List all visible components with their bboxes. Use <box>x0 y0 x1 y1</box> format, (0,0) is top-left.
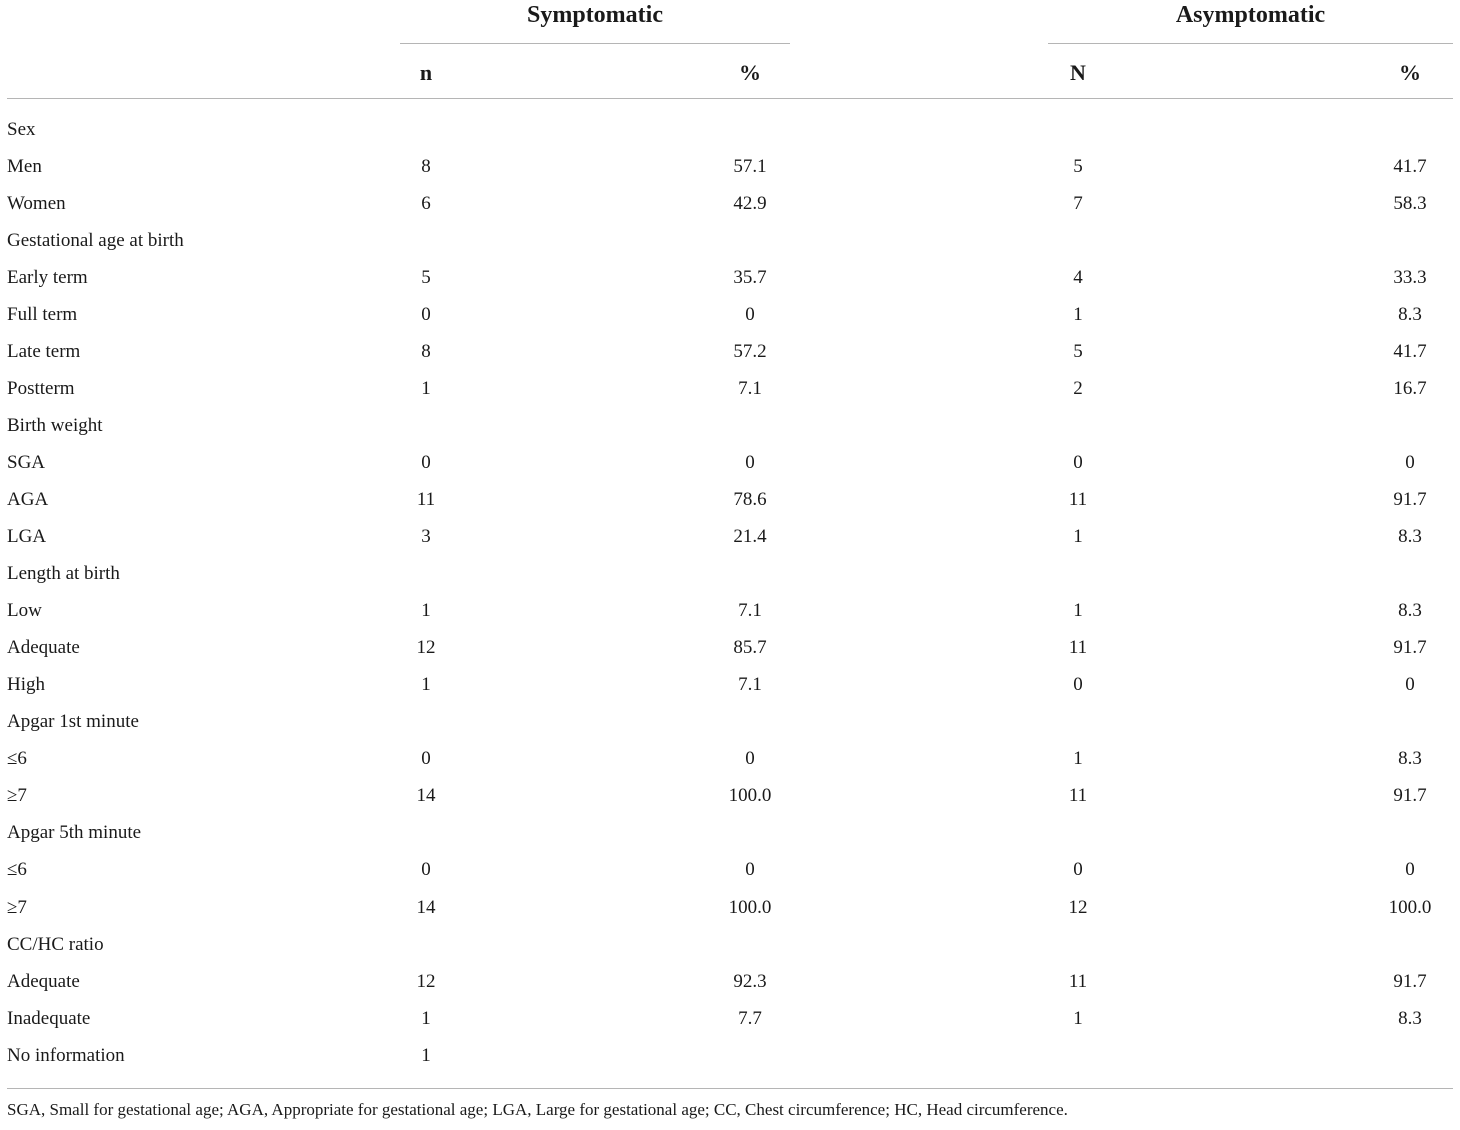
table-row <box>7 556 1460 593</box>
cell-percent-asymptomatic: 8.3 <box>1398 1007 1422 1029</box>
table-row <box>7 481 1460 518</box>
cell-percent-asymptomatic <box>1350 111 1460 148</box>
column-gap <box>1138 519 1350 556</box>
table-row <box>7 852 1460 889</box>
column-gap <box>810 963 1018 1000</box>
column-gap <box>810 593 1018 630</box>
cell-N: 0 <box>1073 674 1083 696</box>
column-gap <box>486 926 690 963</box>
table-row <box>7 296 1460 333</box>
cell-percent-symptomatic: 57.1 <box>733 155 767 177</box>
cell-n <box>366 556 486 593</box>
cell-n: 0 <box>421 303 431 325</box>
cell-percent-asymptomatic <box>1350 1037 1460 1074</box>
cell-percent-asymptomatic: 91.7 <box>1393 785 1427 807</box>
group-rule-asymptomatic <box>1048 43 1453 44</box>
cell-percent-asymptomatic: 91.7 <box>1393 970 1427 992</box>
cell-N: 5 <box>1073 340 1083 362</box>
cell-n <box>366 926 486 963</box>
cell-N: 4 <box>1073 266 1083 288</box>
cell-n: 1 <box>421 1007 431 1029</box>
column-gap <box>1138 593 1350 630</box>
column-gap <box>486 667 690 704</box>
cell-N <box>1018 815 1138 852</box>
cell-percent-asymptomatic <box>1350 926 1460 963</box>
table-row <box>7 444 1460 481</box>
column-gap <box>486 333 690 370</box>
group-header-asymptomatic: Asymptomatic <box>1175 2 1326 28</box>
table-row <box>7 185 1460 222</box>
row-label: Women <box>7 192 66 214</box>
row-label: Apgar 5th minute <box>7 822 142 844</box>
column-gap <box>810 296 1018 333</box>
column-gap <box>1138 741 1350 778</box>
cell-n: 12 <box>416 637 436 659</box>
footer-rule <box>7 1088 1453 1089</box>
column-gap <box>1138 407 1350 444</box>
column-gap <box>810 556 1018 593</box>
cell-n: 11 <box>416 488 436 510</box>
row-label: Men <box>7 155 42 177</box>
cell-percent-asymptomatic: 41.7 <box>1393 340 1427 362</box>
cell-N: 1 <box>1073 600 1083 622</box>
cell-percent-symptomatic: 0 <box>745 859 755 881</box>
cell-percent-symptomatic: 42.9 <box>733 192 767 214</box>
cell-percent-symptomatic: 0 <box>745 451 755 473</box>
cell-percent-symptomatic <box>690 556 810 593</box>
row-label: ≤6 <box>7 859 27 881</box>
cell-percent-asymptomatic: 0 <box>1405 674 1415 696</box>
row-label: No information <box>7 1044 125 1066</box>
column-gap <box>486 111 690 148</box>
group-header-symptomatic: Symptomatic <box>527 2 663 28</box>
cell-N: 11 <box>1068 637 1088 659</box>
cell-N <box>1018 111 1138 148</box>
column-gap <box>810 815 1018 852</box>
column-gap <box>486 889 690 926</box>
row-label: ≤6 <box>7 748 27 770</box>
column-gap <box>1138 333 1350 370</box>
column-gap <box>486 444 690 481</box>
column-gap <box>486 370 690 407</box>
cell-n: 1 <box>421 674 431 696</box>
cell-n <box>366 111 486 148</box>
row-label: Low <box>7 600 42 622</box>
table-footnote: SGA, Small for gestational age; AGA, Appropriate for gestational age; LGA, Large for gestational age; CC, Chest circumference; HC, Head circumference. <box>7 1100 1068 1119</box>
column-gap <box>486 481 690 518</box>
table-row <box>7 333 1460 370</box>
row-label: Inadequate <box>7 1007 91 1029</box>
column-gap <box>810 667 1018 704</box>
column-gap <box>810 148 1018 185</box>
row-label: Apgar 1st minute <box>7 711 139 733</box>
column-gap <box>1138 704 1350 741</box>
column-gap <box>810 519 1018 556</box>
column-header-N: N <box>1070 60 1086 85</box>
cell-N: 1 <box>1073 1007 1083 1029</box>
column-gap <box>1138 222 1350 259</box>
column-gap <box>486 259 690 296</box>
column-gap <box>1138 1037 1350 1074</box>
column-gap <box>1138 296 1350 333</box>
column-gap <box>486 1000 690 1037</box>
cell-percent-symptomatic: 57.2 <box>733 340 767 362</box>
column-gap <box>486 815 690 852</box>
cell-N: 1 <box>1073 526 1083 548</box>
cell-percent-symptomatic: 7.7 <box>738 1007 762 1029</box>
cell-n: 6 <box>421 192 431 214</box>
cell-percent-symptomatic: 7.1 <box>738 377 762 399</box>
column-gap <box>810 704 1018 741</box>
column-gap <box>486 296 690 333</box>
row-label: Early term <box>7 266 88 288</box>
cell-n: 1 <box>421 1044 431 1066</box>
column-gap <box>810 741 1018 778</box>
table-row <box>7 741 1460 778</box>
cell-percent-symptomatic: 100.0 <box>728 785 772 807</box>
column-gap <box>1138 481 1350 518</box>
cell-percent-symptomatic <box>690 111 810 148</box>
column-gap <box>1138 556 1350 593</box>
cell-N: 11 <box>1068 785 1088 807</box>
group-rule-symptomatic <box>400 43 790 44</box>
column-gap <box>1138 444 1350 481</box>
column-gap <box>810 333 1018 370</box>
column-gap <box>486 778 690 815</box>
cell-n <box>366 704 486 741</box>
row-label: ≥7 <box>7 785 27 807</box>
cell-n: 5 <box>421 266 431 288</box>
cell-n: 14 <box>416 785 436 807</box>
table-row <box>7 519 1460 556</box>
column-gap <box>810 444 1018 481</box>
cell-percent-asymptomatic <box>1350 704 1460 741</box>
cell-N: 12 <box>1068 896 1088 918</box>
column-gap <box>486 852 690 889</box>
column-header-percent-asymptomatic: % <box>1399 60 1421 85</box>
column-gap <box>486 1037 690 1074</box>
table-row <box>7 222 1460 259</box>
table-row <box>7 407 1460 444</box>
row-label: Postterm <box>7 377 75 399</box>
column-gap <box>486 519 690 556</box>
cell-N: 1 <box>1073 303 1083 325</box>
cell-percent-asymptomatic: 16.7 <box>1393 377 1427 399</box>
column-gap <box>486 630 690 667</box>
column-gap <box>810 852 1018 889</box>
cell-N <box>1018 926 1138 963</box>
cell-N: 0 <box>1073 451 1083 473</box>
cell-N <box>1018 1037 1138 1074</box>
cell-percent-asymptomatic <box>1350 407 1460 444</box>
column-gap <box>1138 778 1350 815</box>
column-gap <box>1138 889 1350 926</box>
column-gap <box>486 556 690 593</box>
column-gap <box>810 630 1018 667</box>
cell-n: 0 <box>421 451 431 473</box>
cell-percent-asymptomatic: 8.3 <box>1398 600 1422 622</box>
table-row <box>7 593 1460 630</box>
column-gap <box>1138 370 1350 407</box>
row-label: Adequate <box>7 637 80 659</box>
column-gap <box>1138 111 1350 148</box>
table-row <box>7 1037 1460 1074</box>
column-gap <box>486 963 690 1000</box>
column-gap <box>810 111 1018 148</box>
table-row <box>7 630 1460 667</box>
table-row <box>7 778 1460 815</box>
row-label: ≥7 <box>7 896 27 918</box>
cell-percent-symptomatic <box>690 926 810 963</box>
column-gap <box>486 148 690 185</box>
column-gap <box>810 481 1018 518</box>
cell-n <box>366 407 486 444</box>
row-label: SGA <box>7 451 46 473</box>
header-rule <box>7 98 1453 99</box>
column-header-n: n <box>419 60 433 85</box>
cell-n: 1 <box>421 377 431 399</box>
cell-n: 8 <box>421 340 431 362</box>
cell-N: 0 <box>1073 859 1083 881</box>
cell-N: 2 <box>1073 377 1083 399</box>
column-gap <box>486 407 690 444</box>
table-row <box>7 370 1460 407</box>
cell-percent-asymptomatic: 100.0 <box>1388 896 1432 918</box>
row-label: High <box>7 674 45 696</box>
column-gap <box>1138 1000 1350 1037</box>
cell-n: 3 <box>421 526 431 548</box>
cell-percent-symptomatic <box>690 1037 810 1074</box>
column-gap <box>486 704 690 741</box>
cell-percent-asymptomatic: 58.3 <box>1393 192 1427 214</box>
column-gap <box>486 185 690 222</box>
column-gap <box>1138 963 1350 1000</box>
cell-percent-asymptomatic: 91.7 <box>1393 637 1427 659</box>
cell-percent-symptomatic: 7.1 <box>738 600 762 622</box>
table-row <box>7 259 1460 296</box>
cell-n: 0 <box>421 748 431 770</box>
row-label: Adequate <box>7 970 80 992</box>
table-row <box>7 667 1460 704</box>
table-row <box>7 815 1460 852</box>
cell-percent-symptomatic <box>690 704 810 741</box>
cell-n: 12 <box>416 970 436 992</box>
column-gap <box>486 593 690 630</box>
cell-n <box>366 222 486 259</box>
cell-percent-symptomatic: 78.6 <box>733 488 767 510</box>
table-row <box>7 926 1460 963</box>
cell-N <box>1018 222 1138 259</box>
column-gap <box>810 926 1018 963</box>
cell-N <box>1018 556 1138 593</box>
column-gap <box>810 370 1018 407</box>
cell-N: 7 <box>1073 192 1083 214</box>
cell-percent-asymptomatic: 8.3 <box>1398 748 1422 770</box>
column-gap <box>810 1000 1018 1037</box>
column-gap <box>1138 148 1350 185</box>
cell-percent-symptomatic: 21.4 <box>733 526 767 548</box>
cell-N <box>1018 704 1138 741</box>
row-label: Late term <box>7 340 81 362</box>
row-label: LGA <box>7 526 47 548</box>
column-gap <box>1138 630 1350 667</box>
cell-percent-asymptomatic <box>1350 815 1460 852</box>
cell-n <box>366 815 486 852</box>
column-header-percent-symptomatic: % <box>739 60 761 85</box>
data-table <box>7 111 1460 1074</box>
cell-N: 5 <box>1073 155 1083 177</box>
column-gap <box>486 222 690 259</box>
cell-percent-symptomatic: 92.3 <box>733 970 767 992</box>
cell-percent-symptomatic: 0 <box>745 748 755 770</box>
column-gap <box>1138 259 1350 296</box>
table-row <box>7 889 1460 926</box>
cell-N <box>1018 407 1138 444</box>
cell-percent-asymptomatic: 91.7 <box>1393 488 1427 510</box>
column-gap <box>1138 185 1350 222</box>
table-row <box>7 963 1460 1000</box>
cell-percent-symptomatic: 0 <box>745 303 755 325</box>
column-gap <box>1138 815 1350 852</box>
cell-percent-asymptomatic: 0 <box>1405 859 1415 881</box>
column-gap <box>810 222 1018 259</box>
cell-percent-symptomatic <box>690 222 810 259</box>
cell-percent-asymptomatic: 0 <box>1405 451 1415 473</box>
cell-percent-symptomatic: 100.0 <box>728 896 772 918</box>
row-label: Sex <box>7 118 36 140</box>
table-row <box>7 148 1460 185</box>
cell-N: 11 <box>1068 488 1088 510</box>
cell-n: 8 <box>421 155 431 177</box>
table-row <box>7 1000 1460 1037</box>
cell-percent-symptomatic <box>690 815 810 852</box>
column-gap <box>1138 852 1350 889</box>
cell-percent-asymptomatic <box>1350 222 1460 259</box>
cell-percent-symptomatic <box>690 407 810 444</box>
cell-N: 11 <box>1068 970 1088 992</box>
cell-n: 14 <box>416 896 436 918</box>
cell-n: 1 <box>421 600 431 622</box>
cell-percent-asymptomatic: 41.7 <box>1393 155 1427 177</box>
column-gap <box>486 741 690 778</box>
row-label: CC/HC ratio <box>7 933 104 955</box>
column-gap <box>810 185 1018 222</box>
cell-percent-asymptomatic <box>1350 556 1460 593</box>
column-gap <box>810 1037 1018 1074</box>
row-label: AGA <box>7 488 49 510</box>
row-label: Full term <box>7 303 78 325</box>
cell-n: 0 <box>421 859 431 881</box>
column-gap <box>810 407 1018 444</box>
table-row <box>7 111 1460 148</box>
cell-percent-symptomatic: 7.1 <box>738 674 762 696</box>
column-gap <box>810 778 1018 815</box>
column-gap <box>810 889 1018 926</box>
row-label: Length at birth <box>7 563 120 585</box>
row-label: Gestational age at birth <box>7 229 184 251</box>
cell-percent-symptomatic: 85.7 <box>733 637 767 659</box>
table-row <box>7 704 1460 741</box>
cell-percent-asymptomatic: 33.3 <box>1393 266 1427 288</box>
column-gap <box>1138 926 1350 963</box>
cell-percent-asymptomatic: 8.3 <box>1398 303 1422 325</box>
cell-N: 1 <box>1073 748 1083 770</box>
cell-percent-symptomatic: 35.7 <box>733 266 767 288</box>
cell-percent-asymptomatic: 8.3 <box>1398 526 1422 548</box>
row-label: Birth weight <box>7 414 103 436</box>
column-gap <box>1138 667 1350 704</box>
column-gap <box>810 259 1018 296</box>
